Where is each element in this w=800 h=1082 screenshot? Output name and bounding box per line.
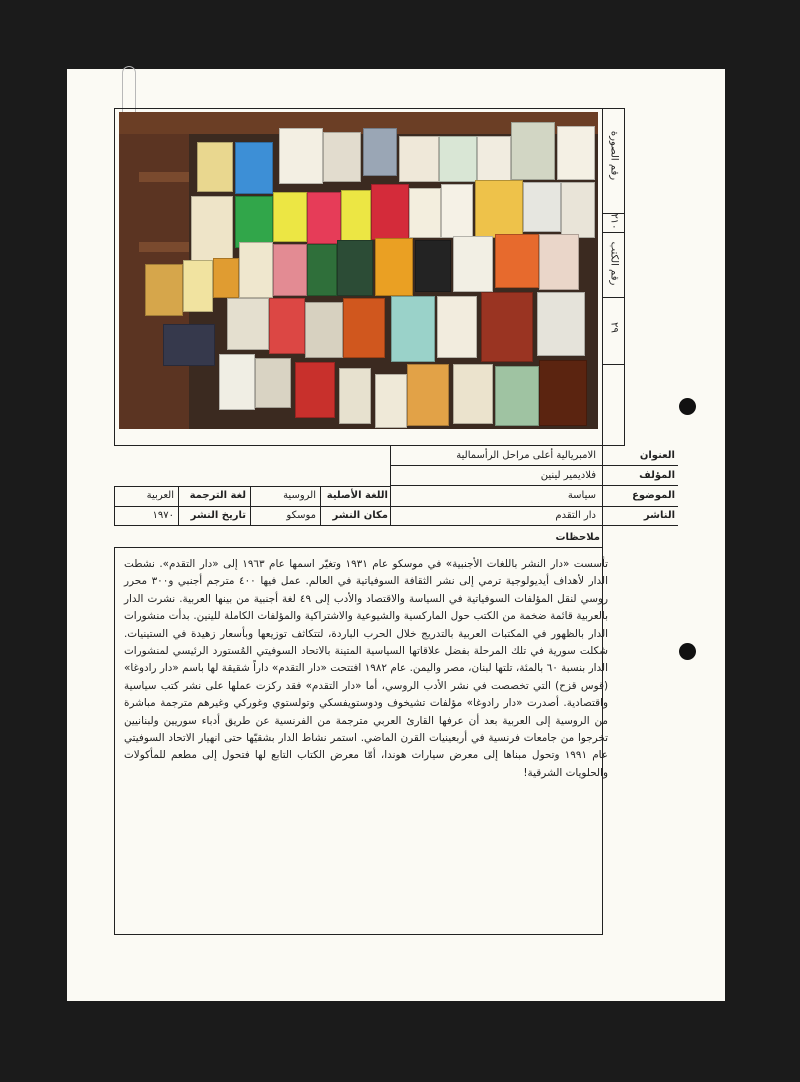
book-cover xyxy=(163,324,215,366)
book-cover xyxy=(305,302,343,358)
subject-label: الموضوع xyxy=(632,490,675,501)
book-cover xyxy=(481,292,533,362)
title-label: العنوان xyxy=(639,450,675,461)
book-cover xyxy=(273,244,307,296)
author-label: المؤلف xyxy=(639,470,675,481)
book-cover xyxy=(391,296,435,362)
book-cover xyxy=(239,242,273,298)
image-number-label: رقم الصورة xyxy=(608,130,620,181)
book-cover xyxy=(337,240,373,296)
book-cover xyxy=(371,184,409,240)
book-cover xyxy=(407,364,449,426)
info-row-line-4 xyxy=(114,525,678,526)
book-cover xyxy=(539,234,579,290)
book-cover xyxy=(495,234,539,288)
book-cover xyxy=(339,368,371,424)
book-cover xyxy=(409,188,441,238)
info-table-label-divider xyxy=(602,446,603,526)
side-divider-3 xyxy=(602,297,625,298)
book-cover xyxy=(415,240,451,292)
book-cover xyxy=(477,136,511,182)
book-cover xyxy=(343,298,385,358)
book-cover xyxy=(375,238,413,296)
book-cover xyxy=(475,180,523,238)
book-cover xyxy=(557,126,595,180)
book-cover xyxy=(235,142,273,194)
book-cover xyxy=(213,258,239,298)
notes-label: ملاحظات xyxy=(555,532,600,543)
book-cover xyxy=(375,374,407,428)
book-cover xyxy=(537,292,585,356)
image-number-value: ٢١٠ xyxy=(608,213,620,230)
book-cover xyxy=(341,190,371,242)
book-cover xyxy=(561,182,595,238)
publish-date-label: تاريخ النشر xyxy=(190,510,246,521)
book-cover xyxy=(439,136,477,182)
notes-text: تأسست «دار النشر باللغات الأجنبية» في موسكو عام ١٩٣١ وتغيّر اسمها عام ١٩٦٣ إلى «دار التقدم». نشطت الدار لأهداف أيديولوجية ترمي إلى نشر الثقافة السوفياتية في العالم. عمل فيها ٤٠٠ مترجم أجنبي و٣٠٠ محرر روسي لنقل المؤلفات السوفياتية في السياسة والاقتصاد والأدب إلى ٤٩ لغة أجنبية من بينها العربية. نشرت الدار بالعربية قائمة ضخمة من الكتب حول الماركسية والشيوعية والاشتراكية والمؤلفات الكاملة للينين. بدأت منشورات الدار بالظهور في المكتبات العربية بالتدريج خلال الحرب الباردة، لتتكاثف توزيعها وبأسعار زهيدة في الستينيات. شكلت سورية في تلك المرحلة بفضل علاقاتها السياسية المتينة بالاتحاد السوفيتي المُستورد الرئيسي لمنشورات الدار بنسبة ٦٠ بالمئة، تلتها لبنان، مصر واليمن. عام ١٩٨٢ افتتحت «دار التقدم» داراً شقيقة لها باسم «دار رادوغا» (قوس قزح) التي تخصصت في نشر الأدب الروسي، أما «دار التقدم» فقد ركزت عملها على نشر كتب سياسية واقتصادية. أصدرت «دار رادوغا» مؤلفات تشيخوف ودوستويفسكي وتولستوي وغوركي وغيرهم مترجمة مباشرة من الروسية إلى العربية بعد أن عرفها القارئ العربي مترجمة من الفرنسية عن طريق أدباء سوريين ولبنانيين تخرجوا من جامعات فرنسية في أربعينيات القرن الماضي. استمر نشاط الدار بشقيّها حتى انهيار الاتحاد السوفيتي عام ١٩٩١ وتحول مبناها إلى معرض سيارات هوندا، أمّا معرض الكتاب التابع لها فتحول إلى مطعم للمأكولات والحلويات الشرقية! xyxy=(124,558,609,779)
book-cover xyxy=(295,362,335,418)
translation-language-value: العربية xyxy=(146,490,174,501)
book-cover xyxy=(255,358,291,408)
mini-table-left xyxy=(114,486,115,526)
side-divider-4 xyxy=(602,364,625,365)
title-value: الامبريالية أعلى مراحل الرأسمالية xyxy=(456,450,596,461)
book-cover xyxy=(539,360,587,426)
translation-language-label: لغة الترجمة xyxy=(189,490,246,501)
book-cover xyxy=(191,196,233,264)
books-count-value: ٢٩ xyxy=(608,322,620,333)
notes-label-divider xyxy=(602,526,603,548)
book-cover xyxy=(441,184,473,238)
publish-place-label: مكان النشر xyxy=(332,510,388,521)
book-cover xyxy=(495,366,539,426)
photo-side-divider xyxy=(602,108,603,446)
book-cover xyxy=(307,192,341,244)
book-cover xyxy=(453,364,493,424)
original-language-value: الروسية xyxy=(283,490,316,501)
publisher-value: دار التقدم xyxy=(555,510,596,521)
book-cover xyxy=(219,354,255,410)
publisher-label: الناشر xyxy=(643,510,675,521)
book-cover xyxy=(273,192,307,242)
book-cover xyxy=(323,132,361,182)
mini-table-col-2 xyxy=(250,486,251,526)
book-cover xyxy=(437,296,477,358)
book-cover xyxy=(511,122,555,180)
book-cover xyxy=(197,142,233,192)
mini-table-col-3 xyxy=(320,486,321,526)
original-language-label: اللغة الأصلية xyxy=(326,490,388,501)
book-cover xyxy=(363,128,397,176)
book-cover xyxy=(453,236,493,292)
punch-hole-top xyxy=(679,398,696,415)
book-cover xyxy=(145,264,183,316)
book-cover xyxy=(307,244,337,296)
books-photo xyxy=(119,112,598,429)
mini-table-col-1 xyxy=(178,486,179,526)
book-cover xyxy=(279,128,323,184)
book-cover xyxy=(227,298,269,350)
publish-date-value: ١٩٧٠ xyxy=(152,510,174,521)
book-cover xyxy=(523,182,561,232)
author-value: فلاديمير لينين xyxy=(540,470,596,481)
book-cover xyxy=(399,136,439,182)
publish-place-value: موسكو xyxy=(286,510,316,521)
book-cover xyxy=(269,298,305,354)
book-cover xyxy=(235,196,273,248)
books-count-label: رقم الكتب xyxy=(608,241,620,286)
punch-hole-bottom xyxy=(679,643,696,660)
book-cover xyxy=(183,260,213,312)
subject-value: سياسة xyxy=(567,490,596,501)
